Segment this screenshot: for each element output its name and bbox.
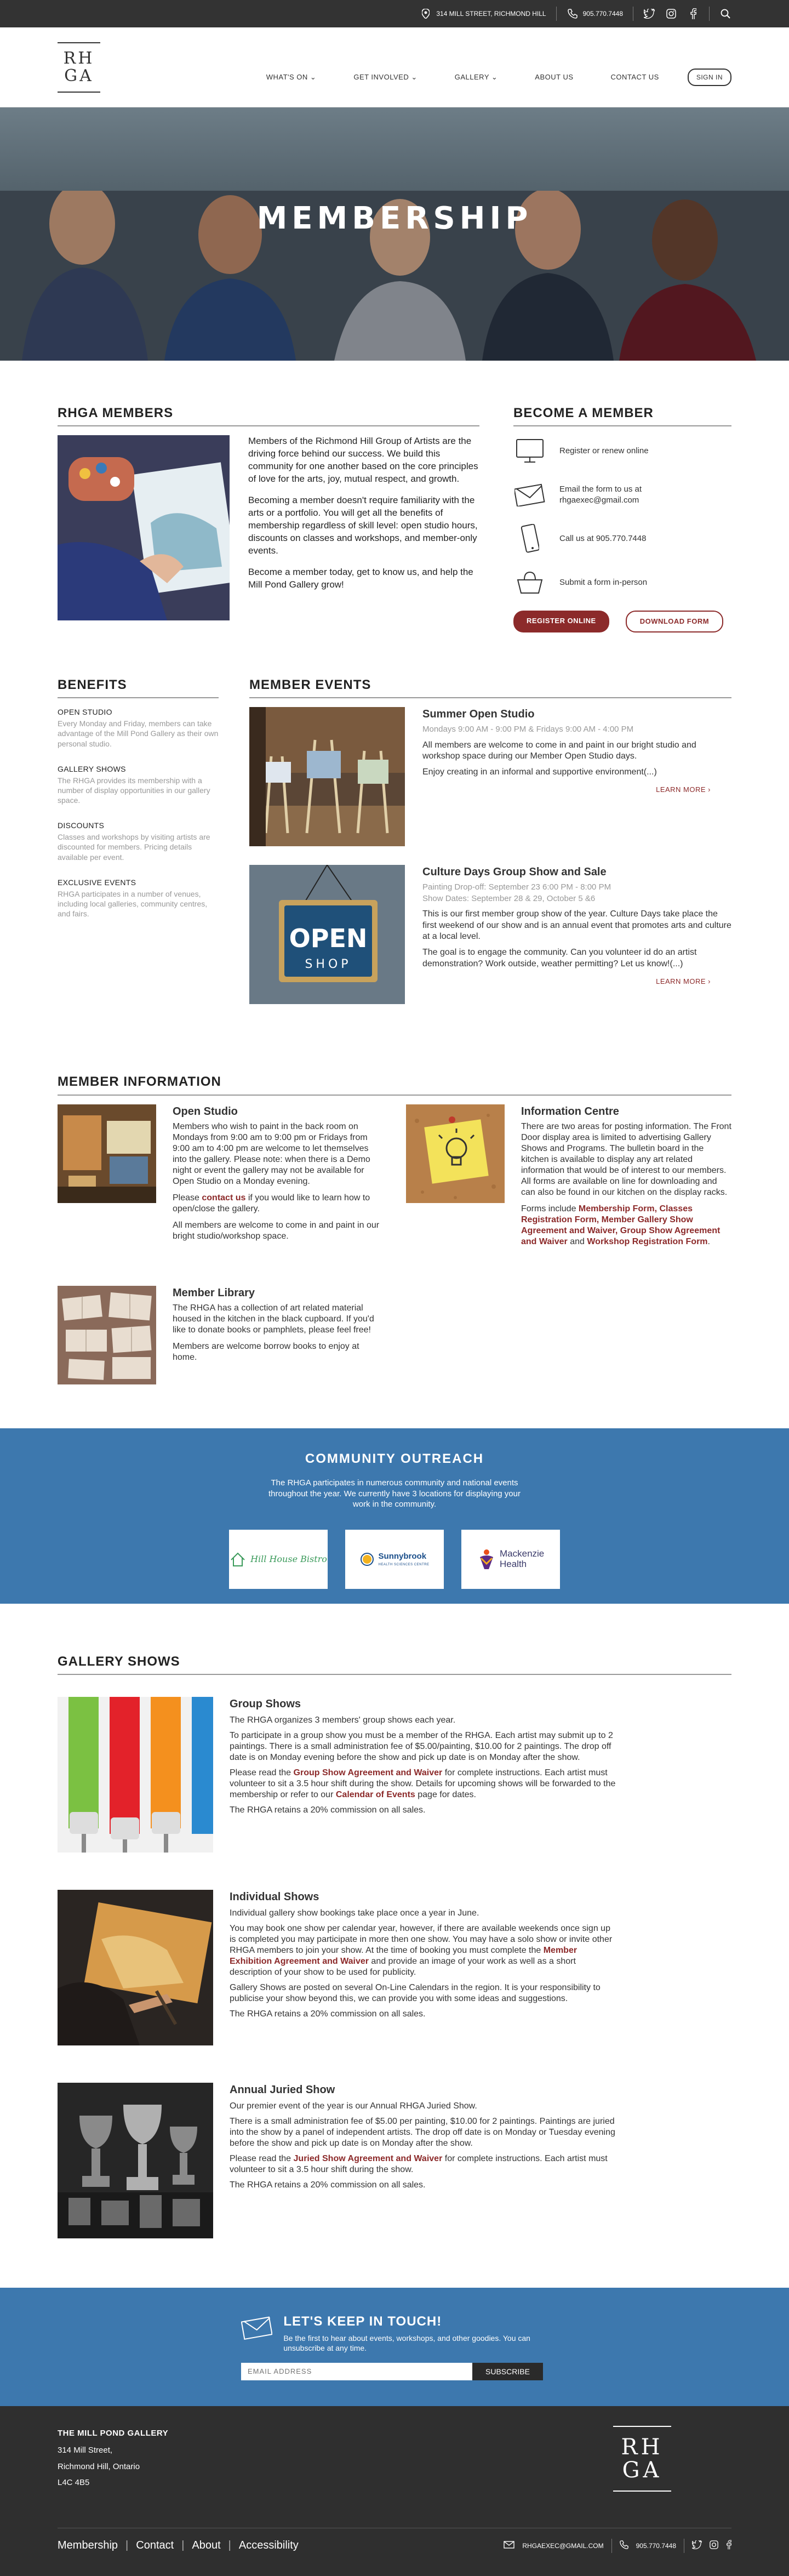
individual-shows-commission: The RHGA retains a 20% commission on all sales.: [230, 2009, 426, 2019]
open-studio-card: [58, 1104, 383, 1253]
juried-show-agreement-link[interactable]: Juried Show Agreement and Waiver: [293, 2154, 443, 2164]
learn-more-link[interactable]: LEARN MORE ›: [656, 785, 711, 794]
open-studio-text: Members who wish to paint in the back room on Mondays from 9:00 am to 9:00 pm or Fridays from 9:00 am to 4:00 pm are welcome to let themselves into the gallery. Please note: when there is a Demo night or event the gallery may not be available for Open Studio on a Monday evening.: [173, 1121, 370, 1186]
group-shows-instructions: Please read the Group Show Agreement and Waiver for complete instructions. Each artist must volunteer to sit a 3.5 hour shift during the show. Details for upcoming shows will be forwarded to the membership or refer to our Calendar of Events page for dates.: [230, 1768, 616, 1800]
chevron-down-icon: ⌄: [310, 73, 317, 82]
logo-line-1: RH: [63, 49, 95, 68]
divider: |: [181, 2539, 185, 2552]
trophies-photo: [58, 2083, 213, 2238]
location-pin-icon: [420, 8, 432, 20]
join-online-text: Register or renew online: [559, 446, 649, 456]
gallery-shows-section: [58, 1653, 731, 2238]
juried-show-item: [58, 2083, 731, 2238]
event-description: The goal is to engage the community. Can you volunteer id do an artist demonstration? Work outside, weather permitting? Let us know!(...): [422, 948, 697, 969]
join-phone-row: [513, 523, 731, 555]
studio-photo: [58, 1104, 156, 1203]
divider: [611, 2539, 612, 2553]
facebook-icon[interactable]: [687, 8, 699, 20]
address-text: 314 MILL STREET, RICHMOND HILL: [436, 9, 546, 18]
member-library-text-2: Members are welcome borrow books to enjoy at home.: [173, 1341, 359, 1362]
divider: [709, 7, 710, 21]
phone-link[interactable]: [567, 8, 623, 20]
address-link[interactable]: [420, 8, 546, 20]
logo-line-2: GA: [622, 2458, 662, 2483]
juried-show-instructions: Please read the Juried Show Agreement and Waiver for complete instructions. Each artist must volunteer to sit a 3.5 hour shift during the show.: [230, 2154, 608, 2175]
open-sign-photo: [249, 865, 405, 1004]
gallery-shows-heading: GALLERY SHOWS: [58, 1653, 731, 1675]
information-centre-text: There are two areas for posting information. The Front Door display area is limited to advertising Gallery Shows and Programs. The bulletin board in the kitchen is available to display any art related information that would be of interest to our members. All forms are available on line for downloading and can also be found in our kitchen on the display racks.: [521, 1121, 731, 1197]
learn-more-link[interactable]: LEARN MORE ›: [656, 977, 711, 985]
member-information-heading: MEMBER INFORMATION: [58, 1073, 731, 1095]
group-shows-text: The RHGA organizes 3 members' group shows each year.: [230, 1716, 456, 1725]
group-shows-item: [58, 1697, 731, 1853]
member-library-text: The RHGA has a collection of art related material housed in the kitchen in the black cupboard. If you'd like to donate books or pamphlets, please feel free!: [173, 1303, 374, 1335]
benefit-text: RHGA participates in a number of venues, including local galleries, community centres, and fairs.: [58, 889, 208, 918]
member-library-card: [58, 1286, 383, 1384]
address-line: Richmond Hill, Ontario: [58, 2461, 140, 2471]
page-title: MEMBERSHIP: [256, 201, 533, 236]
divider: |: [125, 2539, 129, 2552]
top-bar: [0, 0, 789, 27]
benefit-text: Every Monday and Friday, members can take advantage of the Mill Pond Gallery as their own personal studio.: [58, 719, 219, 748]
join-email-row: [513, 479, 731, 511]
easels-photo: [249, 707, 405, 846]
download-form-button[interactable]: DOWNLOAD FORM: [626, 611, 723, 632]
partner-mackenzie-health-logo[interactable]: [461, 1530, 560, 1589]
rhga-logo[interactable]: [58, 42, 100, 93]
house-icon: [230, 1551, 246, 1568]
individual-shows-item: [58, 1890, 731, 2045]
group-show-agreement-link[interactable]: Group Show Agreement and Waiver: [293, 1768, 443, 1778]
phone-icon: [567, 8, 579, 20]
event-description: All members are welcome to come in and paint in our bright studio and workshop space during our Member Open Studio days.: [422, 740, 696, 761]
join-online-row: [513, 435, 731, 467]
community-outreach-section: [0, 1428, 789, 1604]
join-email-text: Email the form to us at: [559, 485, 642, 494]
information-centre-card: [406, 1104, 731, 1253]
benefits-events-section: [58, 676, 731, 1023]
member-information-section: [58, 1073, 731, 1384]
individual-shows-booking: You may book one show per calendar year, however, if there are available weekends once sign up is completed you may participate in more then one show. You may have a solo show or invite other RHGA members to join your show. At the time of booking you must complete the Member Exhibition Agreement and Waiver and provide an image of your work as well as a short description of your show to be used for publicity.: [230, 1924, 613, 1977]
logo-line-2: GA: [64, 66, 94, 86]
sign-in-button[interactable]: SIGN IN: [688, 69, 731, 86]
partner-name: Sunnybrook: [378, 1552, 427, 1561]
workshop-form-link[interactable]: Workshop Registration Form: [587, 1236, 708, 1246]
benefit-title: EXCLUSIVE EVENTS: [58, 877, 136, 887]
event-card: [249, 707, 731, 846]
partner-name: Hill House Bistro: [250, 1553, 327, 1564]
partner-name: Mackenzie Health: [500, 1548, 545, 1569]
benefit-text: The RHGA provides its membership with a number of display opportunities in our gallery space.: [58, 776, 210, 805]
juried-show-text: There is a small administration fee of $5.00 per painting, $10.00 for 2 paintings. Paintings are juried into the show by a panel of independent artists. The drop off date is on Monday or Tuesday evening before the show and pick up date is on Monday after the show.: [230, 2117, 615, 2148]
outreach-heading: COMMUNITY OUTREACH: [305, 1451, 484, 1466]
benefit-title: DISCOUNTS: [58, 821, 105, 830]
footer-logo[interactable]: [613, 2426, 671, 2492]
footer-contact: [504, 2539, 731, 2553]
mobile-phone-icon: [513, 523, 546, 555]
divider: |: [228, 2539, 231, 2552]
benefit-title: OPEN STUDIO: [58, 708, 112, 717]
event-schedule: Painting Drop-off: September 23 6:00 PM - 8:00 PM: [422, 882, 611, 892]
open-studio-text-2: All members are welcome to come in and paint in our bright studio/workshop space.: [173, 1220, 380, 1241]
mackenzie-figure-icon: [478, 1548, 495, 1570]
phone-icon: [620, 2540, 628, 2551]
envelope-icon: [504, 2541, 514, 2551]
site-footer: [0, 2406, 789, 2576]
benefits-heading: BENEFITS: [58, 676, 219, 698]
nav-whats-on[interactable]: [248, 72, 335, 82]
shopping-basket-icon: [513, 567, 546, 599]
members-paragraph-1: Members of the Richmond Hill Group of Artists are the driving force behind our success. We build this community for one another based on the core principles of love for the arts, joy, mutual respect, and growth.: [248, 436, 478, 485]
painter-photo: [58, 435, 230, 620]
event-schedule: Mondays 9:00 AM - 9:00 PM & Fridays 9:00 AM - 4:00 PM: [422, 725, 634, 734]
phone-text: 905.770.7448: [582, 9, 623, 18]
group-shows-title: Group Shows: [230, 1698, 301, 1711]
individual-shows-text: Gallery Shows are posted on several On-Line Calendars in the region. It is your responsibility to publicise your show beyond this, we can provide you with some ideas and suggestions.: [230, 1983, 601, 2004]
members-section: [58, 361, 731, 632]
chevron-down-icon: ⌄: [411, 73, 418, 82]
member-exhibition-agreement-link[interactable]: Member Exhibition Agreement and Waiver: [230, 1946, 578, 1967]
member-library-title: Member Library: [173, 1286, 255, 1299]
benefit-item: [58, 877, 219, 919]
members-heading: RHGA MEMBERS: [58, 404, 479, 426]
join-phone-text: Call us at 905.770.7448: [559, 534, 647, 544]
sun-icon: [360, 1552, 374, 1566]
become-member-heading: BECOME A MEMBER: [513, 404, 731, 426]
join-in-person-text: Submit a form in-person: [559, 578, 648, 588]
footer-link-accessibility[interactable]: Accessibility: [238, 2539, 299, 2552]
benefit-item: [58, 707, 219, 748]
site-header: [0, 27, 789, 107]
juried-show-title: Annual Juried Show: [230, 2084, 335, 2096]
envelope-icon: [241, 2313, 272, 2343]
books-photo: [58, 1286, 156, 1384]
individual-shows-title: Individual Shows: [230, 1891, 319, 1903]
divider: [556, 7, 557, 21]
event-description: Enjoy creating in an informal and supportive environment(...): [422, 767, 657, 777]
benefit-text: Classes and workshops by visiting artists are discounted for members. Pricing details available per event.: [58, 833, 210, 862]
twitter-icon[interactable]: [643, 8, 655, 20]
benefits-column: [58, 676, 219, 1023]
event-title: Culture Days Group Show and Sale: [422, 866, 607, 879]
footer-link-about[interactable]: About: [192, 2539, 221, 2552]
individual-shows-text: Individual gallery show bookings take place once a year in June.: [230, 1908, 479, 1918]
members-paragraph-2: Becoming a member doesn't require familiarity with the arts or a portfolio. You will get all the benefits of membership regardless of skill level: open studio hours, discounts on classes and workshops, and member-only events.: [248, 495, 478, 556]
envelope-icon: [513, 479, 546, 511]
logo-line-1: RH: [621, 2435, 664, 2460]
event-description: This is our first member group show of the year. Culture Days take place the first weekend of our show and is an annual event that promotes arts and culture at a local level.: [422, 909, 731, 942]
painting-artist-photo: [58, 1890, 213, 2045]
facebook-icon[interactable]: [726, 2540, 731, 2552]
monitor-icon: [513, 435, 546, 467]
search-icon[interactable]: [719, 8, 731, 20]
nav-label: GET INVOLVED: [353, 73, 409, 82]
members-paragraph-3: Become a member today, get to know us, and help the Mill Pond Gallery grow!: [248, 566, 473, 590]
email-link[interactable]: rhgaexec@gmail.com: [559, 495, 639, 505]
events-column: [249, 676, 731, 1023]
benefit-title: GALLERY SHOWS: [58, 764, 126, 773]
sign-open-text: OPEN: [289, 924, 368, 954]
footer-links: [58, 2538, 299, 2553]
juried-show-commission: The RHGA retains a 20% commission on all sales.: [230, 2180, 426, 2190]
footer-email-link[interactable]: RHGAEXEC@GMAIL.COM: [522, 2541, 604, 2550]
contact-us-link[interactable]: contact us: [202, 1193, 246, 1202]
register-online-button[interactable]: REGISTER ONLINE: [513, 611, 609, 632]
events-heading: MEMBER EVENTS: [249, 676, 731, 698]
information-centre-title: Information Centre: [521, 1105, 619, 1118]
benefit-item: [58, 764, 219, 805]
benefit-item: [58, 820, 219, 862]
group-shows-text: To participate in a group show you must be a member of the RHGA. Each artist may submit up to 2 paintings. There is a small administration fee of $5.00/painting, $10.00 for 2 paintings. The drop off date is on Monday evening before the show and pick up date is on Monday after the show.: [230, 1731, 613, 1763]
hero-banner: [0, 107, 789, 361]
gallery-name: THE MILL POND GALLERY: [58, 2429, 169, 2438]
instagram-icon[interactable]: [665, 8, 677, 20]
address-line: 314 Mill Street,: [58, 2446, 113, 2455]
partner-hill-house-logo[interactable]: [229, 1530, 328, 1589]
outreach-text: The RHGA participates in numerous community and national events throughout the year. We currently have 3 locations for displaying your work in the community.: [268, 1478, 521, 1509]
nav-contact-us[interactable]: CONTACT US: [610, 73, 659, 82]
footer-link-membership[interactable]: Membership: [58, 2539, 118, 2552]
sign-shop-text: SHOP: [305, 958, 352, 972]
sticky-note-photo: [406, 1104, 505, 1203]
footer-phone-link[interactable]: 905.770.7448: [636, 2541, 676, 2550]
open-studio-contact: Please contact us if you would like to learn how to open/close the gallery.: [173, 1193, 370, 1213]
open-studio-title: Open Studio: [173, 1105, 238, 1118]
newsletter-heading: LET'S KEEP IN TOUCH!: [283, 2314, 442, 2329]
nav-label: WHAT'S ON: [266, 73, 308, 82]
newsletter-text: Be the first to hear about events, workshops, and other goodies. You can unsubscribe at any time.: [283, 2333, 530, 2352]
chevron-down-icon: ⌄: [491, 73, 498, 82]
nav-gallery[interactable]: [436, 72, 517, 82]
newsletter-section: [0, 2288, 789, 2406]
nav-about-us[interactable]: ABOUT US: [535, 73, 574, 82]
email-input[interactable]: [241, 2363, 472, 2380]
partner-tagline: HEALTH SCIENCES CENTRE: [378, 1563, 430, 1566]
paint-rollers-photo: [58, 1697, 213, 1853]
join-in-person-row: [513, 567, 731, 599]
address-line: L4C 4B5: [58, 2477, 90, 2487]
juried-show-text: Our premier event of the year is our Annual RHGA Juried Show.: [230, 2101, 477, 2111]
event-card: [249, 865, 731, 1004]
event-title: Summer Open Studio: [422, 708, 535, 721]
subscribe-button[interactable]: SUBSCRIBE: [472, 2363, 543, 2380]
group-shows-commission: The RHGA retains a 20% commission on all sales.: [230, 1805, 426, 1815]
footer-link-contact[interactable]: Contact: [136, 2539, 174, 2552]
forms-links[interactable]: Membership Form, Classes Registration Form, Member Gallery Show Agreement and Waiver, Group Show Agreement and Waiver: [521, 1204, 721, 1246]
main-nav: [248, 69, 731, 86]
forms-list: Forms include Membership Form, Classes Registration Form, Member Gallery Show Agreement and Waiver, Group Show Agreement and Waiver and Workshop Registration Form.: [521, 1204, 721, 1246]
calendar-of-events-link[interactable]: Calendar of Events: [335, 1790, 415, 1800]
instagram-icon[interactable]: [710, 2540, 718, 2551]
nav-label: GALLERY: [454, 73, 489, 82]
partner-sunnybrook-logo[interactable]: [345, 1530, 444, 1589]
event-schedule: Show Dates: September 28 & 29, October 5 &6: [422, 893, 596, 903]
twitter-icon[interactable]: [692, 2540, 702, 2551]
nav-get-involved[interactable]: [335, 72, 436, 82]
